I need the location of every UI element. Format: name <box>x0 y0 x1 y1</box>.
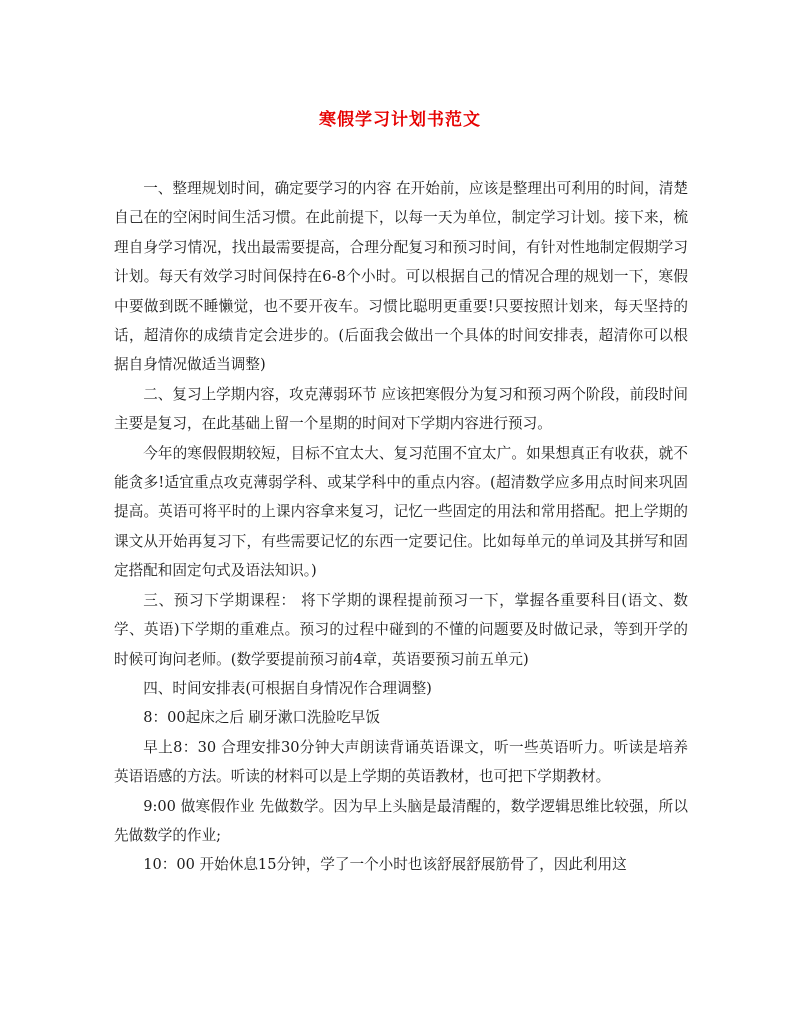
document-body <box>114 174 688 880</box>
paragraph-schedule-0800: 8：00起床之后 刷牙漱口洗脸吃早饭 <box>143 709 380 727</box>
document-title: 寒假学习计划书范文 <box>319 110 481 130</box>
paragraph-short-holiday: 今年的寒假假期较短，目标不宜太大、复习范围不宜太广。如果想真正有收获，就不能贪多!适宜重点攻克薄弱学科、或某学科中的重点内容。(超清数学应多用点时间来巩固提高。英语可将平时的上课内容拿来复习，记忆一些固定的用法和常用搭配。把上学期的课文从开始再复习下，有些需要记忆的东西一定要记住。比如每单元的单词及其拼写和固定搭配和固定句式及语法知识。) <box>114 444 688 580</box>
paragraph-preview: 三、预习下学期课程： 将下学期的课程提前预习一下，掌握各重要科目(语文、数学、英语)下学期的重难点。预习的过程中碰到的不懂的问题要及时做记录，等到开学的时候可询问老师。(数学要提前预习前4章，英语要预习前五单元) <box>114 591 688 668</box>
paragraph-plan-time: 一、整理规划时间，确定要学习的内容 在开始前，应该是整理出可利用的时间，清楚自己在的空闲时间生活习惯。在此前提下，以每一天为单位，制定学习计划。接下来，梳理自身学习情况，找出最需要提高，合理分配复习和预习时间，有针对性地制定假期学习计划。每天有效学习时间保持在6-8个小时。可以根据自己的情况合理的规划一下，寒假中要做到既不睡懒觉，也不要开夜车。习惯比聪明更重要!只要按照计划来，每天坚持的话，超清你的成绩肯定会进步的。(后面我会做出一个具体的时间安排表，超清你可以根据自身情况做适当调整) <box>114 180 688 374</box>
paragraph-schedule-1000: 10：00 开始休息15分钟，学了一个小时也该舒展舒展筋骨了，因此利用这 <box>143 856 627 874</box>
paragraph-review: 二、复习上学期内容，攻克薄弱环节 应该把寒假分为复习和预习两个阶段，前段时间主要是复习，在此基础上留一个星期的时间对下学期内容进行预习。 <box>114 385 688 433</box>
paragraph-schedule-0830: 早上8：30 合理安排30分钟大声朗读背诵英语课文，听一些英语听力。听读是培养英语语感的方法。听读的材料可以是上学期的英语教材，也可把下学期教材。 <box>114 738 688 786</box>
paragraph-schedule-0900: 9:00 做寒假作业 先做数学。因为早上头脑是最清醒的，数学逻辑思维比较强，所以先做数学的作业; <box>114 797 688 844</box>
paragraph-schedule-heading: 四、时间安排表(可根据自身情况作合理调整) <box>143 679 432 697</box>
